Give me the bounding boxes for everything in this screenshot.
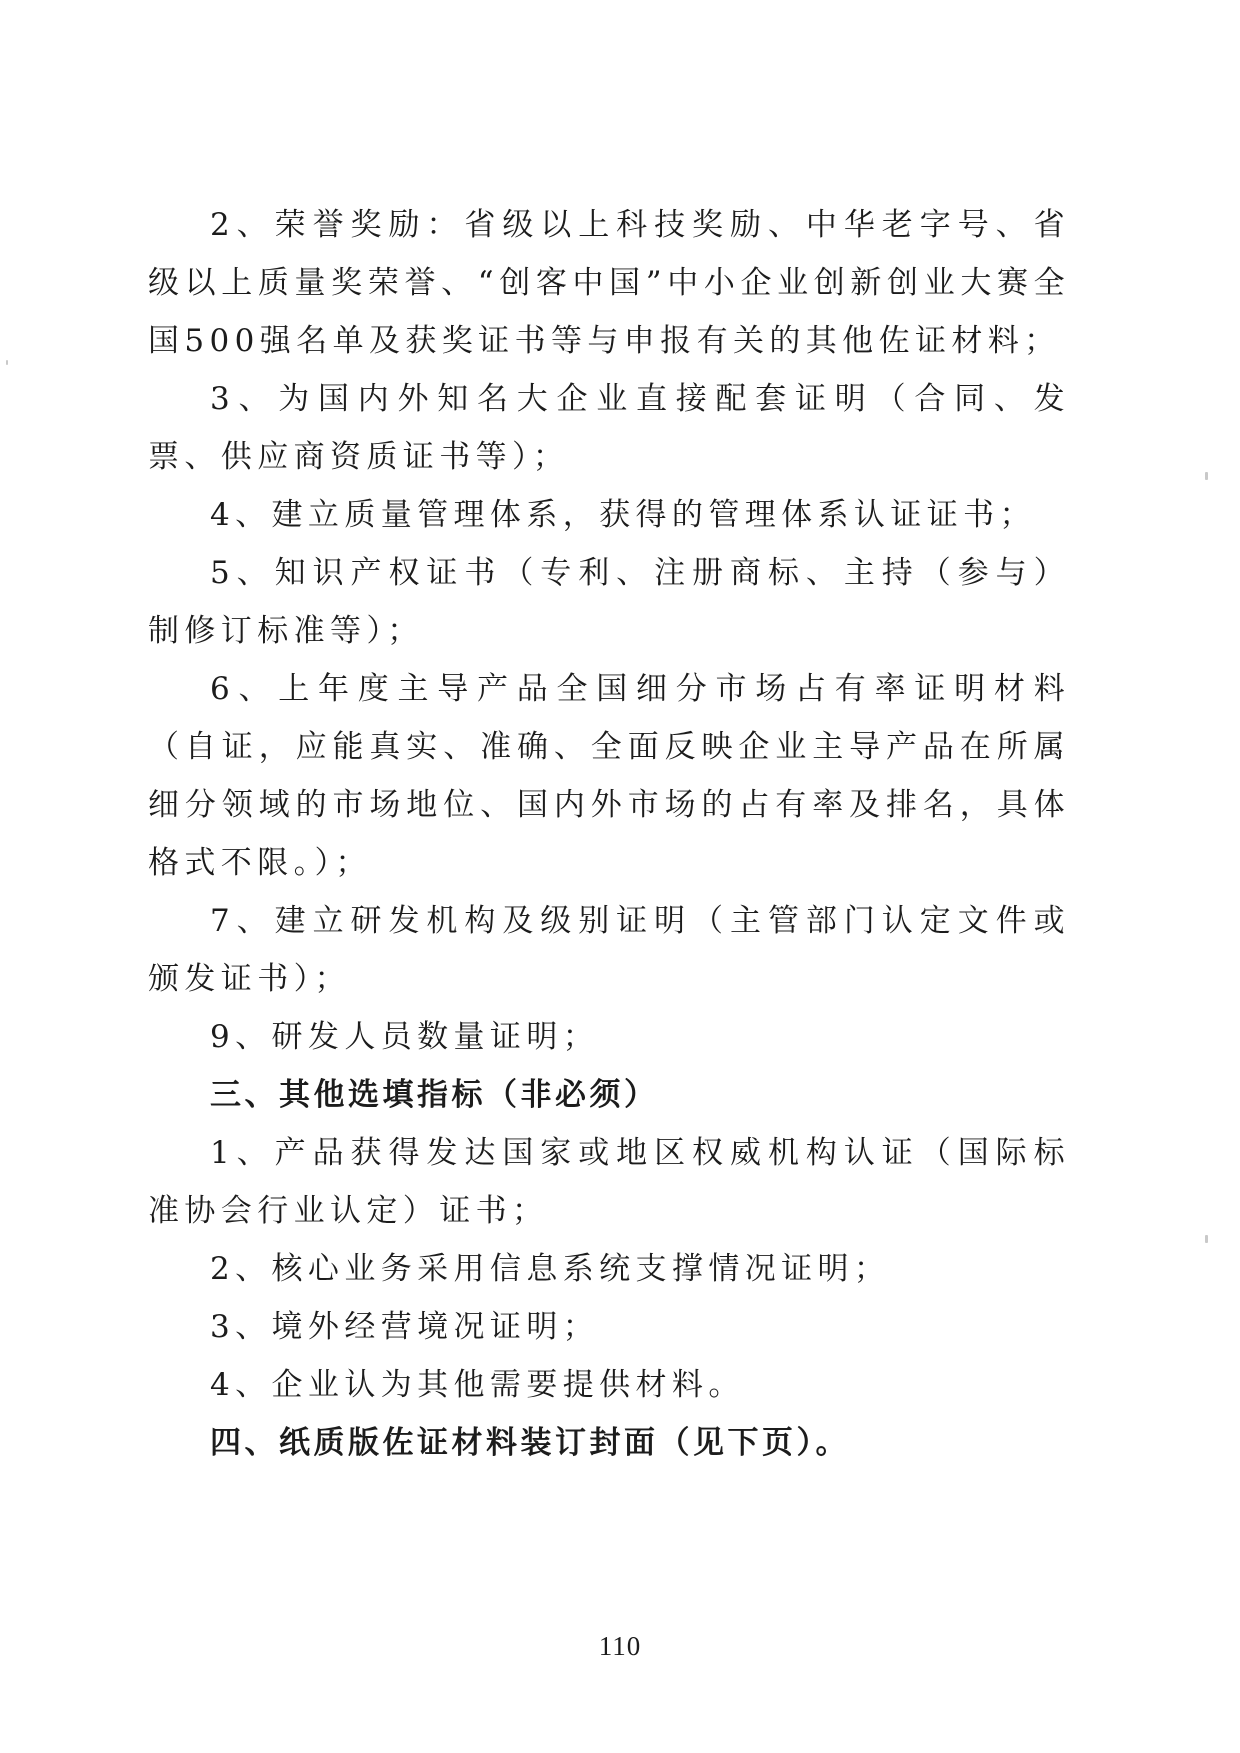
scan-speck	[1205, 472, 1208, 480]
scan-speck	[1205, 1235, 1208, 1243]
page-number: 110	[598, 1631, 642, 1661]
list-item-info-system: 2、核心业务采用信息系统支撑情况证明；	[210, 1251, 891, 1287]
scan-speck	[6, 360, 8, 365]
paragraph-rd-institution: 7、建立研发机构及级别证明（主管部门认定文件或颁发证书）；	[148, 903, 1070, 997]
list-item-intl-certification: 1、产品获得发达国家或地区权威机构认证（国际标准协会行业认定）证书；	[148, 1135, 1070, 1229]
paragraph-rd-staff: 9、研发人员数量证明；	[210, 1019, 600, 1055]
paragraph-market-share: 6、上年度主导产品全国细分市场占有率证明材料（自证，应能真实、准确、全面反映企业主导产品在所属细分领域的市场地位、国内外市场的占有率及排名，具体格式不限。）；	[148, 671, 1070, 881]
paragraph-ip-certificates: 5、知识产权证书（专利、注册商标、主持（参与）制修订标准等）；	[148, 555, 1070, 649]
paragraph-quality-system: 4、建立质量管理体系，获得的管理体系认证证书；	[210, 497, 1036, 533]
section-heading-optional: 三、其他选填指标（非必须）	[210, 1077, 659, 1113]
paragraph-supply-proof: 3、为国内外知名大企业直接配套证明（合同、发票、供应商资质证书等）；	[148, 381, 1070, 475]
section-heading-cover: 四、纸质版佐证材料装订封面（见下页）。	[210, 1425, 850, 1461]
list-item-overseas: 3、境外经营境况证明；	[210, 1309, 600, 1345]
list-item-other-materials: 4、企业认为其他需要提供材料。	[210, 1367, 745, 1403]
paragraph-honor-awards: 2、荣誉奖励：省级以上科技奖励、中华老字号、省级以上质量奖荣誉、“创客中国”中小企业创新创业大赛全国500强名单及获奖证书等与申报有关的其他佐证材料；	[148, 207, 1070, 359]
document-body	[148, 196, 1070, 1472]
